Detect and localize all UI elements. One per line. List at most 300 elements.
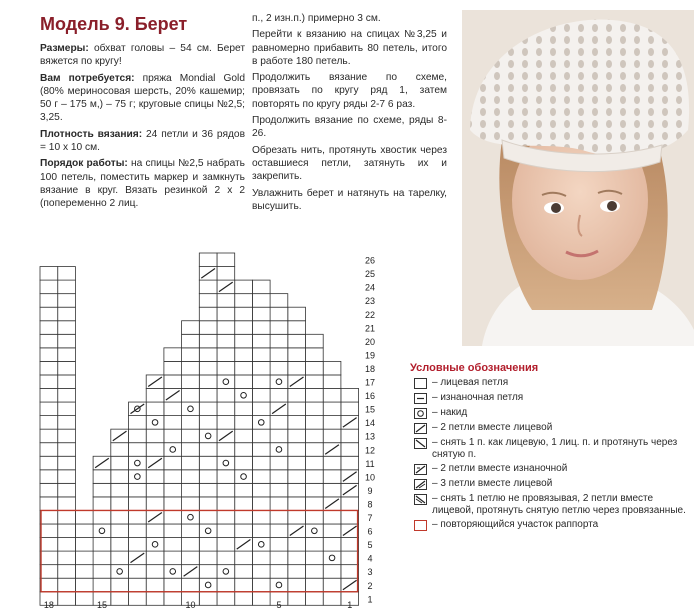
chart-cell [164, 361, 182, 375]
chart-cell [146, 551, 164, 565]
row-number: 21 [364, 323, 376, 334]
chart-cell [199, 565, 217, 579]
chart-cell [182, 551, 200, 565]
chart-cell [235, 402, 253, 416]
legend-item [410, 422, 690, 436]
chart-cell [40, 524, 58, 538]
chart-cell [270, 551, 288, 565]
chart-cell [270, 470, 288, 484]
chart-cell [164, 483, 182, 497]
chart-cell [306, 443, 324, 457]
chart-cell [252, 524, 270, 538]
chart-cell [270, 510, 288, 524]
chart-cell [146, 524, 164, 538]
chart-cell [323, 483, 341, 497]
chart-cell [182, 443, 200, 457]
chart-cell [306, 361, 324, 375]
chart-cell [288, 565, 306, 579]
chart-cell [217, 267, 235, 281]
chart-cell [270, 456, 288, 470]
chart-cell [252, 538, 270, 552]
chart-cell [235, 375, 253, 389]
chart-cell [199, 416, 217, 430]
chart-cell [235, 307, 253, 321]
chart-cell [252, 510, 270, 524]
chart-cell [164, 456, 182, 470]
chart-cell [164, 375, 182, 389]
chart-cell [306, 592, 324, 606]
chart-cell [235, 348, 253, 362]
chart-cell [217, 416, 235, 430]
chart-cell [58, 294, 76, 308]
chart-cell [146, 483, 164, 497]
chart-cell [164, 538, 182, 552]
legend-item-text: – снять 1 петлю не провязывая, 2 петли вместе лицевой, протянуть снятую петлю через провязанные. [432, 492, 686, 517]
chart-cell [58, 361, 76, 375]
chart-cell [252, 592, 270, 606]
chart-cell [270, 538, 288, 552]
chart-cell [182, 361, 200, 375]
chart-cell [270, 497, 288, 511]
chart-cell [323, 551, 341, 565]
legend-title: Условные обозначения [410, 362, 539, 374]
row-numbers [365, 256, 375, 605]
chart-cell [217, 578, 235, 592]
chart-cell [164, 524, 182, 538]
chart-cell [40, 483, 58, 497]
chart-cell [306, 402, 324, 416]
chart-cell [182, 456, 200, 470]
chart-cell [199, 402, 217, 416]
chart-cell [306, 578, 324, 592]
instr-p2: Перейти к вязанию на спицах №3,25 и равномерно прибавить 80 петель, итого в работе 180 петель. [252, 29, 447, 67]
chart-cell [288, 483, 306, 497]
legend-items [410, 377, 690, 533]
chart-cell [252, 375, 270, 389]
chart-cell [252, 294, 270, 308]
chart-cell [164, 510, 182, 524]
chart-cell [341, 402, 359, 416]
chart-cell [323, 429, 341, 443]
chart-cell [235, 578, 253, 592]
chart-cell [111, 497, 129, 511]
chart-cell [235, 524, 253, 538]
chart-cell [182, 402, 200, 416]
chart-cell [164, 402, 182, 416]
chart-cell [199, 294, 217, 308]
row-number: 17 [364, 377, 376, 388]
chart-cell [93, 483, 111, 497]
chart-cell [40, 267, 58, 281]
chart-cell [129, 443, 147, 457]
chart-cell [270, 443, 288, 457]
chart-cell [323, 470, 341, 484]
chart-cell [217, 348, 235, 362]
chart-cell [182, 389, 200, 403]
chart-cell [129, 416, 147, 430]
chart-cell [217, 389, 235, 403]
row-number: 24 [364, 282, 376, 293]
legend-item-text: – накид [432, 407, 468, 418]
chart-cell [341, 443, 359, 457]
chart-cell [270, 578, 288, 592]
chart-cell [288, 361, 306, 375]
chart-cell [288, 321, 306, 335]
chart-cell [235, 592, 253, 606]
chart-grid [40, 253, 359, 605]
chart-cell [146, 497, 164, 511]
chart-cell [270, 524, 288, 538]
chart-cell [58, 429, 76, 443]
chart-cell [270, 307, 288, 321]
chart-cell [164, 416, 182, 430]
legend-item-text: – лицевая петля [432, 377, 509, 388]
chart-cell [146, 429, 164, 443]
chart-cell [40, 456, 58, 470]
chart-cell [199, 280, 217, 294]
chart-cell [58, 565, 76, 579]
chart-cell [341, 538, 359, 552]
chart-cell [235, 334, 253, 348]
chart-cell [306, 510, 324, 524]
row-number: 13 [364, 431, 376, 442]
chart-cell [75, 578, 93, 592]
chart-cell [75, 551, 93, 565]
chart-cell [288, 348, 306, 362]
chart-cell [58, 402, 76, 416]
chart-cell [146, 443, 164, 457]
chart-cell [75, 524, 93, 538]
dash-icon [414, 393, 427, 404]
chart-cell [306, 538, 324, 552]
chart-cell [252, 470, 270, 484]
chart-cell [270, 348, 288, 362]
chart-cell [58, 592, 76, 606]
chart-cell [111, 483, 129, 497]
chart-cell [252, 565, 270, 579]
chart-cell [164, 348, 182, 362]
row-number: 7 [367, 513, 373, 523]
chart-cell [40, 402, 58, 416]
chart-cell [270, 483, 288, 497]
chart-cell [341, 389, 359, 403]
chart-cell [58, 483, 76, 497]
chart-cell [217, 483, 235, 497]
chart-cell [182, 510, 200, 524]
instr-p6: Увлажнить берет и натянуть на тарелку, высушить. [252, 187, 447, 212]
instr-p3: Продолжить вязание по схеме, провязать по кругу ряд 1, затем повторять по кругу ряды 2-7 6 раз. [252, 72, 447, 110]
chart-cell [111, 510, 129, 524]
row-number: 11 [365, 458, 375, 469]
chart-cell [129, 578, 147, 592]
chart-cell [323, 592, 341, 606]
chart-cell [288, 307, 306, 321]
row-number: 25 [364, 269, 376, 280]
chart-cell [129, 470, 147, 484]
chart-cell [235, 551, 253, 565]
chart-cell [199, 551, 217, 565]
chart-cell [111, 443, 129, 457]
chart-cell [199, 470, 217, 484]
materials-paragraph: Вам потребуется: пряжа Mondial Gold (80% мериносовая шерсть, 20% кашемир; 50 г – 175 м,) – 75 г; круговые спицы №2,5; 3,25. [40, 72, 245, 124]
chart-cell [182, 348, 200, 362]
chart-cell [270, 416, 288, 430]
chart-cell [323, 361, 341, 375]
chart-cell [111, 470, 129, 484]
chart-cell [235, 389, 253, 403]
chart-cell [235, 280, 253, 294]
chart-cell [306, 497, 324, 511]
chart-cell [93, 551, 111, 565]
chart-cell [58, 443, 76, 457]
chart-cell [235, 483, 253, 497]
chart-cell [270, 361, 288, 375]
chart-cell [288, 443, 306, 457]
row-number: 8 [367, 499, 373, 510]
chart-cell [40, 470, 58, 484]
chart-cell [217, 402, 235, 416]
chart-cell [129, 524, 147, 538]
chart-cell [341, 497, 359, 511]
density-paragraph: Плотность вязания: 24 петли и 36 рядов = 10 х 10 см. [40, 128, 245, 154]
legend-item-text: – 2 петли вместе изнаночной [432, 462, 568, 474]
chart-cell [75, 565, 93, 579]
chart-cell [217, 334, 235, 348]
chart-cell [323, 375, 341, 389]
chart-cell [288, 402, 306, 416]
chart-cell [199, 253, 217, 267]
chart-cell [252, 334, 270, 348]
chart-cell [323, 538, 341, 552]
chart-cell [164, 443, 182, 457]
chart-cell [164, 578, 182, 592]
chart-cell [199, 538, 217, 552]
chart-cell [58, 375, 76, 389]
chart-cell [93, 578, 111, 592]
row-number: 15 [364, 404, 376, 415]
chart-cell [58, 267, 76, 281]
chart-cell [252, 402, 270, 416]
chart-cell [341, 429, 359, 443]
row-number: 20 [364, 336, 376, 347]
chart-cell [252, 456, 270, 470]
chart-cell [182, 497, 200, 511]
chart-cell [341, 510, 359, 524]
chart-cell [288, 592, 306, 606]
chart-cell [217, 565, 235, 579]
repeat-icon [414, 520, 427, 531]
legend-item [410, 407, 690, 421]
chart-cell [146, 592, 164, 606]
chart-cell [58, 334, 76, 348]
chart-cell [217, 253, 235, 267]
chart-cell [111, 592, 129, 606]
chart-cell [199, 307, 217, 321]
legend [410, 362, 690, 534]
chart-cell [270, 334, 288, 348]
legend-item [410, 392, 690, 406]
chart-cell [58, 416, 76, 430]
chart-cell [199, 497, 217, 511]
chart-cell [146, 389, 164, 403]
legend-item [410, 478, 690, 492]
chart-cell [199, 361, 217, 375]
chart-cell [235, 456, 253, 470]
chart-cell [58, 497, 76, 511]
chart-cell [129, 565, 147, 579]
chart-cell [40, 375, 58, 389]
chart-cell [217, 510, 235, 524]
chart-cell [182, 375, 200, 389]
row-number: 5 [367, 540, 373, 551]
chart-cell [235, 565, 253, 579]
chart-cell [40, 416, 58, 430]
chart-cell [164, 470, 182, 484]
chart-cell [252, 307, 270, 321]
chart-cell [182, 470, 200, 484]
chart-cell [164, 565, 182, 579]
chart-cell [270, 321, 288, 335]
chart-cell [58, 470, 76, 484]
chart-cell [217, 456, 235, 470]
chart-cell [217, 524, 235, 538]
chart-cell [182, 334, 200, 348]
chart-cell [306, 348, 324, 362]
chart-cell [306, 416, 324, 430]
legend-item [410, 493, 690, 518]
chart-cell [75, 538, 93, 552]
chart-cell [270, 294, 288, 308]
chart-cell [217, 592, 235, 606]
chart-cell [111, 551, 129, 565]
chart-cell [40, 497, 58, 511]
legend-item [410, 437, 690, 462]
chart-cell [341, 456, 359, 470]
chart-cell [58, 551, 76, 565]
chart-cell [306, 429, 324, 443]
chart-cell [58, 307, 76, 321]
chart-cell [129, 429, 147, 443]
chart-cell [58, 538, 76, 552]
row-number: 1 [367, 594, 373, 605]
chart-cell [40, 321, 58, 335]
row-number: 14 [364, 418, 376, 429]
legend-item-text: – повторяющийся участок раппорта [432, 518, 599, 530]
column-number: 5 [276, 600, 282, 610]
chart-cell [164, 551, 182, 565]
chart-cell [235, 321, 253, 335]
row-number: 10 [364, 472, 376, 483]
chart-cell [323, 416, 341, 430]
chart-cell [306, 565, 324, 579]
chart-cell [146, 416, 164, 430]
chart-cell [235, 361, 253, 375]
chart-cell [164, 429, 182, 443]
chart-cell [129, 483, 147, 497]
chart-cell [252, 321, 270, 335]
chart-cell [252, 483, 270, 497]
chart-cell [146, 470, 164, 484]
chart-cell [288, 578, 306, 592]
instr-p1: п., 2 изн.п.) примерно 3 см. [252, 13, 381, 24]
chart-cell [235, 470, 253, 484]
chart-cell [182, 416, 200, 430]
chart-cell [270, 565, 288, 579]
chart-cell [129, 510, 147, 524]
chart-cell [93, 538, 111, 552]
chart-cell [146, 402, 164, 416]
chart-cell [288, 470, 306, 484]
chart-cell [306, 389, 324, 403]
chart-cell [199, 389, 217, 403]
chart-cell [288, 510, 306, 524]
chart-cell [270, 429, 288, 443]
chart-cell [288, 389, 306, 403]
chart-cell [323, 578, 341, 592]
chart-cell [252, 348, 270, 362]
legend-item [410, 377, 690, 391]
chart-cell [40, 538, 58, 552]
o-icon [414, 408, 427, 419]
legend-item-text: – 2 петли вместе лицевой [432, 422, 553, 433]
chart-cell [235, 294, 253, 308]
row-number: 9 [367, 485, 373, 496]
chart-cell [306, 375, 324, 389]
chart-cell [199, 524, 217, 538]
chart-cell [323, 510, 341, 524]
row-number: 23 [364, 296, 376, 307]
row-number: 4 [367, 553, 373, 564]
chart-cell [58, 456, 76, 470]
column-number: 10 [185, 600, 196, 610]
row-number: 19 [364, 350, 376, 361]
chart-cell [235, 416, 253, 430]
chart-cell [306, 483, 324, 497]
chart-cell [199, 578, 217, 592]
chart-cell [93, 565, 111, 579]
chart-cell [217, 321, 235, 335]
chart-cell [40, 429, 58, 443]
chart-cell [235, 429, 253, 443]
chart-cell [270, 389, 288, 403]
chart-cell [323, 456, 341, 470]
chart-cell [129, 538, 147, 552]
chart-cell [199, 348, 217, 362]
chart-cell [199, 510, 217, 524]
chart-cell [75, 592, 93, 606]
chart-cell [341, 551, 359, 565]
chart-cell [323, 389, 341, 403]
chart-cell [111, 456, 129, 470]
k3tog-icon [414, 479, 427, 490]
chart-cell [323, 565, 341, 579]
chart-cell [252, 416, 270, 430]
chart-cell [182, 483, 200, 497]
chart-cell [111, 524, 129, 538]
chart-cell [111, 538, 129, 552]
chart-cell [182, 321, 200, 335]
empty-icon [414, 378, 427, 389]
column-number: 15 [96, 600, 107, 610]
chart-cell [146, 565, 164, 579]
chart-cell [111, 565, 129, 579]
chart-cell [182, 524, 200, 538]
chart-cell [164, 592, 182, 606]
chart-cell [199, 456, 217, 470]
chart-cell [40, 389, 58, 403]
chart-cell [129, 592, 147, 606]
chart-cell [217, 497, 235, 511]
